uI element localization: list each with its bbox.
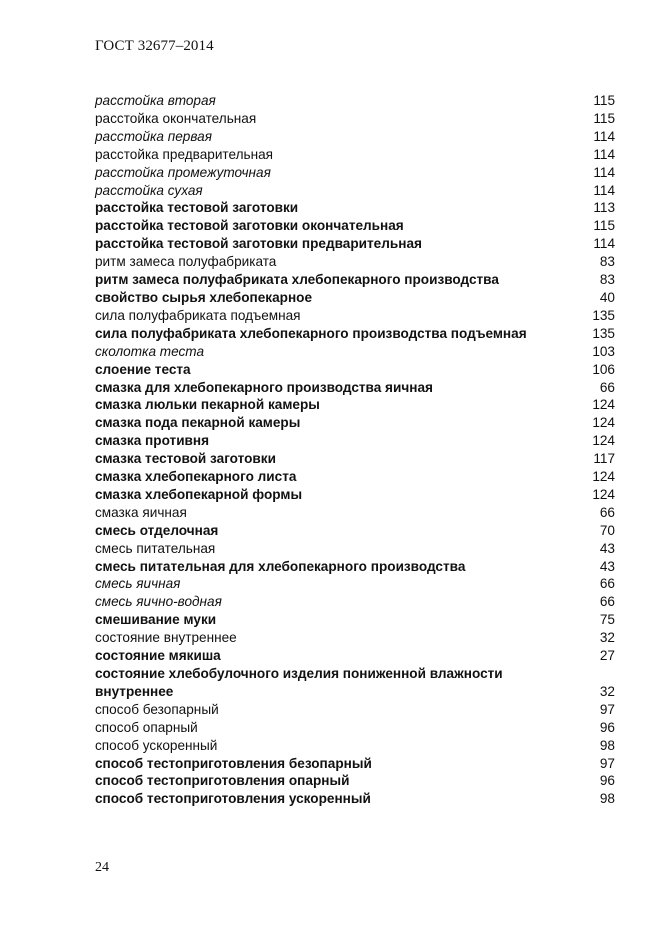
index-entry bbox=[95, 665, 615, 701]
alphabetical-index bbox=[95, 92, 615, 808]
index-page-ref: 124 bbox=[592, 469, 615, 485]
index-entry bbox=[95, 540, 615, 558]
index-term: способ тестоприготовления безопарный bbox=[95, 755, 372, 771]
index-term: смесь яично-водная bbox=[95, 594, 222, 610]
index-entry bbox=[95, 719, 615, 737]
index-entry bbox=[95, 629, 615, 647]
index-page-ref: 66 bbox=[599, 379, 615, 395]
document-header: ГОСТ 32677–2014 bbox=[95, 38, 214, 54]
index-page-ref: 27 bbox=[599, 648, 615, 664]
index-entry bbox=[95, 343, 615, 361]
index-entry bbox=[95, 235, 615, 253]
index-page-ref: 115 bbox=[593, 93, 615, 108]
index-term: свойство сырья хлебопекарное bbox=[95, 289, 313, 305]
index-page-ref: 124 bbox=[592, 433, 615, 449]
index-page-ref: 115 bbox=[593, 110, 615, 126]
index-page-ref: 43 bbox=[599, 540, 615, 556]
index-page-ref: 124 bbox=[592, 415, 615, 431]
index-page-ref: 43 bbox=[599, 558, 615, 574]
index-term: расстойка вторая bbox=[95, 93, 216, 108]
index-term: расстойка окончательная bbox=[95, 110, 257, 126]
index-term: расстойка тестовой заготовки предварительная bbox=[95, 236, 422, 252]
index-entry bbox=[95, 772, 615, 790]
index-entry bbox=[95, 701, 615, 719]
index-entry bbox=[95, 593, 615, 611]
index-term: расстойка тестовой заготовки bbox=[95, 200, 299, 216]
index-term: смазка хлебопекарной формы bbox=[95, 486, 303, 502]
index-entry bbox=[95, 755, 615, 773]
index-entry bbox=[95, 110, 615, 128]
index-term: способ тестоприготовления опарный bbox=[95, 773, 350, 789]
index-term: смешивание муки bbox=[95, 612, 217, 628]
page-number: 24 bbox=[95, 860, 109, 875]
index-term: смазка хлебопекарного листа bbox=[95, 469, 297, 485]
index-entry bbox=[95, 486, 615, 504]
index-term: сила полуфабриката подъемная bbox=[95, 307, 301, 323]
index-term: способ опарный bbox=[95, 719, 198, 735]
index-page-ref: 114 bbox=[593, 146, 615, 162]
index-page-ref: 96 bbox=[599, 719, 615, 735]
index-entry bbox=[95, 92, 615, 110]
index-entry bbox=[95, 199, 615, 217]
index-page-ref: 96 bbox=[599, 773, 615, 789]
index-page-ref: 83 bbox=[599, 272, 615, 288]
index-term: состояние внутреннее bbox=[95, 630, 237, 646]
index-term: смесь питательная для хлебопекарного производства bbox=[95, 558, 466, 574]
index-page-ref: 124 bbox=[592, 486, 615, 502]
index-term: расстойка промежуточная bbox=[95, 164, 271, 180]
index-entry bbox=[95, 307, 615, 325]
index-term: смесь питательная bbox=[95, 540, 216, 556]
index-page-ref: 117 bbox=[593, 451, 615, 467]
index-term: ритм замеса полуфабриката bbox=[95, 254, 277, 270]
index-entry bbox=[95, 504, 615, 522]
index-entry bbox=[95, 271, 615, 289]
index-entry bbox=[95, 414, 615, 432]
index-term: смазка противня bbox=[95, 433, 210, 449]
index-page-ref: 32 bbox=[599, 630, 615, 646]
index-page-ref: 124 bbox=[592, 397, 615, 413]
index-entry bbox=[95, 575, 615, 593]
index-page-ref: 98 bbox=[599, 791, 615, 807]
index-term: расстойка первая bbox=[95, 128, 212, 144]
index-entry bbox=[95, 432, 615, 450]
index-page-ref: 114 bbox=[593, 164, 615, 180]
index-term: смазка пода пекарной камеры bbox=[95, 415, 301, 431]
index-term: расстойка тестовой заготовки окончательная bbox=[95, 218, 404, 234]
index-term: смесь яичная bbox=[95, 576, 181, 592]
index-page-ref: 114 bbox=[593, 182, 615, 198]
index-entry bbox=[95, 737, 615, 755]
index-entry bbox=[95, 558, 615, 576]
index-page-ref: 40 bbox=[599, 289, 615, 305]
index-entry bbox=[95, 182, 615, 200]
index-page-ref: 106 bbox=[592, 361, 615, 377]
index-page-ref: 114 bbox=[593, 236, 615, 252]
index-term: смазка люльки пекарной камеры bbox=[95, 397, 320, 413]
index-term: способ безопарный bbox=[95, 701, 219, 717]
index-page-ref: 113 bbox=[593, 200, 615, 216]
index-entry bbox=[95, 450, 615, 468]
index-page-ref: 83 bbox=[599, 254, 615, 270]
index-entry bbox=[95, 611, 615, 629]
index-entry bbox=[95, 468, 615, 486]
index-page-ref: 70 bbox=[599, 522, 615, 538]
index-page-ref: 66 bbox=[599, 576, 615, 592]
index-term: ритм замеса полуфабриката хлебопекарного производства bbox=[95, 272, 499, 288]
index-term: смесь отделочная bbox=[95, 522, 219, 538]
index-page-ref: 97 bbox=[599, 701, 615, 717]
index-entry bbox=[95, 253, 615, 271]
index-page-ref: 135 bbox=[592, 325, 615, 341]
index-entry bbox=[95, 128, 615, 146]
index-entry bbox=[95, 164, 615, 182]
index-page-ref: 66 bbox=[599, 504, 615, 520]
index-term: состояние мякиша bbox=[95, 648, 221, 664]
index-page-ref: 114 bbox=[593, 128, 615, 144]
index-entry bbox=[95, 361, 615, 379]
index-entry bbox=[95, 790, 615, 808]
index-term: расстойка сухая bbox=[95, 182, 203, 198]
index-page-ref: 32 bbox=[599, 683, 615, 699]
index-entry bbox=[95, 146, 615, 164]
index-term: смазка яичная bbox=[95, 504, 187, 520]
index-term: смазка тестовой заготовки bbox=[95, 451, 276, 467]
index-page-ref: 115 bbox=[593, 218, 615, 234]
index-entry bbox=[95, 522, 615, 540]
index-term: расстойка предварительная bbox=[95, 146, 274, 162]
index-term: состояние хлебобулочного изделия пониженной влажности внутреннее bbox=[95, 666, 503, 699]
index-page-ref: 103 bbox=[592, 343, 615, 359]
index-term: сила полуфабриката хлебопекарного производства подъемная bbox=[95, 325, 527, 341]
index-term: способ тестоприготовления ускоренный bbox=[95, 791, 371, 807]
index-entry bbox=[95, 325, 615, 343]
index-page-ref: 75 bbox=[599, 612, 615, 628]
index-page-ref: 97 bbox=[599, 755, 615, 771]
index-term: способ ускоренный bbox=[95, 737, 218, 753]
index-entry bbox=[95, 217, 615, 235]
index-page-ref: 98 bbox=[599, 737, 615, 753]
index-entry bbox=[95, 396, 615, 414]
index-term: слоение теста bbox=[95, 361, 191, 377]
index-page-ref: 135 bbox=[592, 307, 615, 323]
index-term: смазка для хлебопекарного производства яичная bbox=[95, 379, 433, 395]
index-entry bbox=[95, 647, 615, 665]
index-entry bbox=[95, 289, 615, 307]
index-page-ref: 66 bbox=[599, 594, 615, 610]
index-term: сколотка теста bbox=[95, 343, 205, 359]
index-entry bbox=[95, 379, 615, 397]
